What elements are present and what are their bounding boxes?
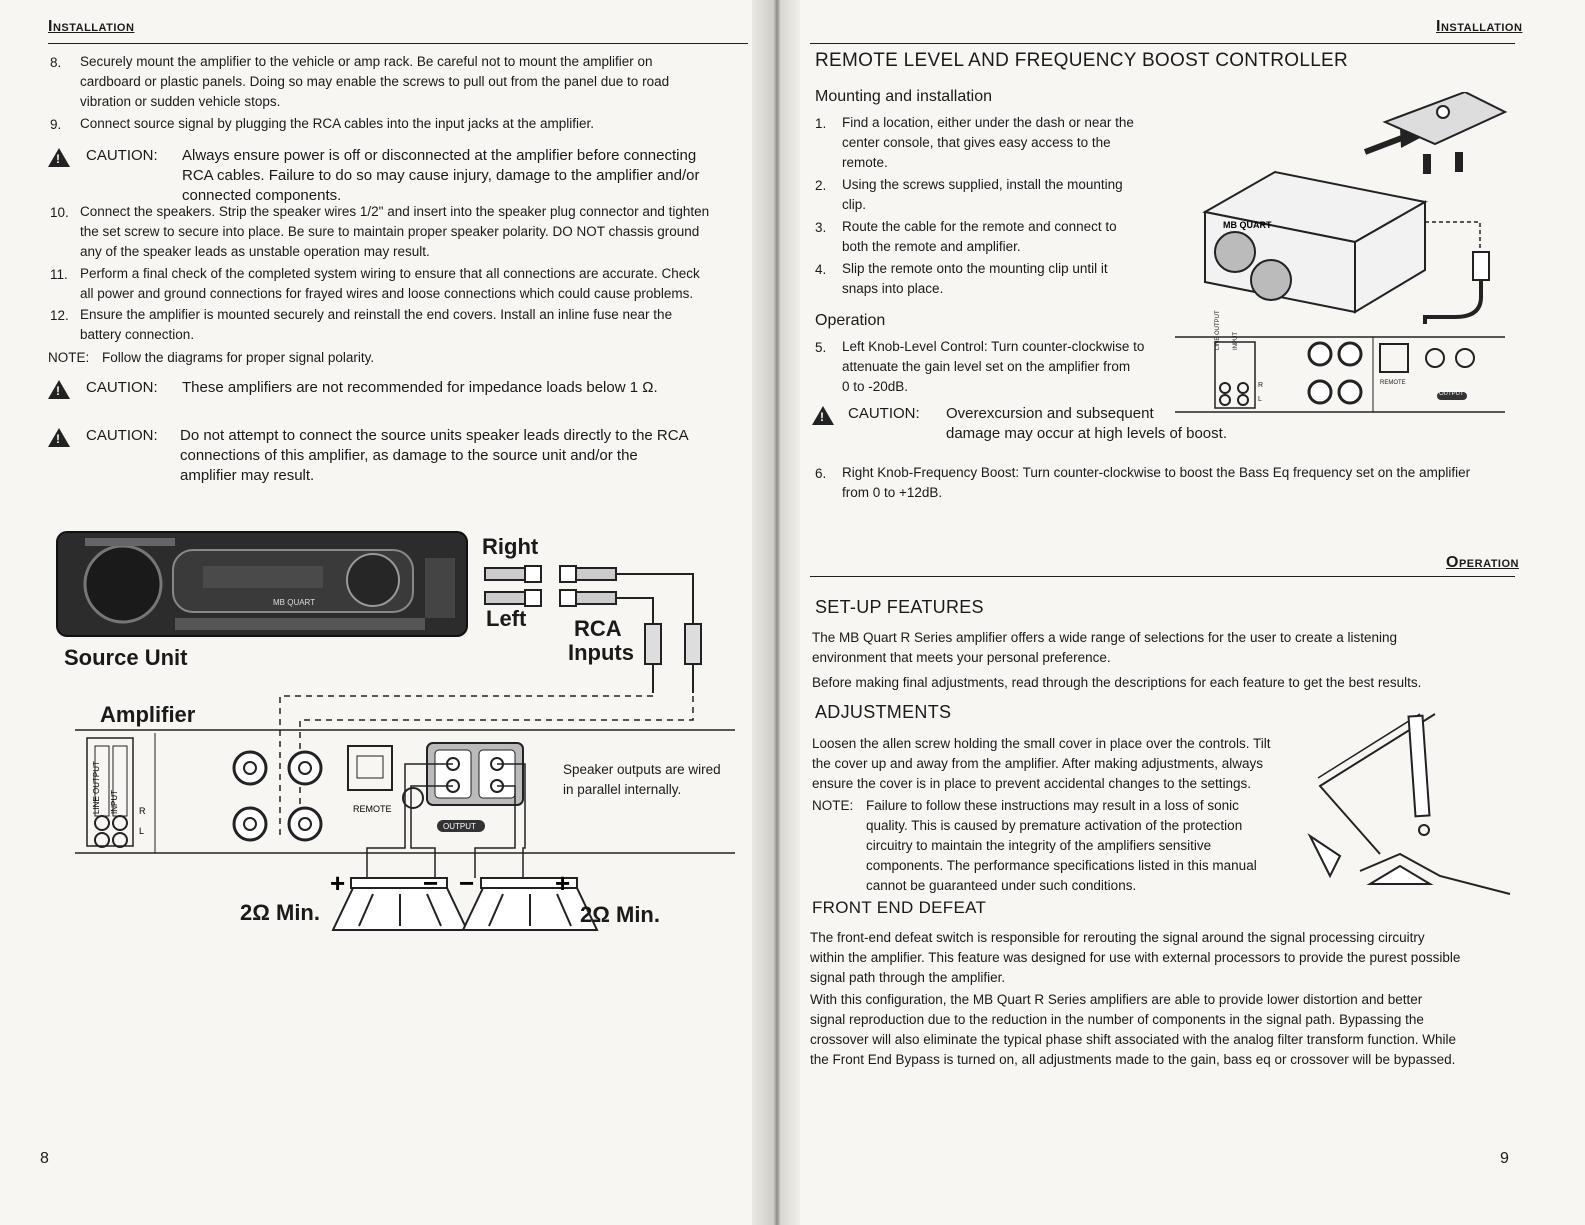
page-number-left: 8 <box>40 1150 49 1167</box>
caution-icon <box>48 380 70 399</box>
caution-icon <box>812 406 834 425</box>
speaker-right <box>463 878 597 930</box>
step-text: Left Knob-Level Control: Turn counter-clockwise to attenuate the gain level set on the amplifier from 0 to -20dB. <box>842 339 1145 394</box>
inputs-label: Inputs <box>568 640 634 665</box>
amplifier-label: Amplifier <box>100 702 196 727</box>
remote-diagram-output: OUTPUT <box>1439 391 1464 397</box>
amp-output-label: OUTPUT <box>443 822 476 831</box>
mounting-title: Mounting and installation <box>815 88 993 105</box>
left-speaker-plus: + <box>330 868 346 898</box>
wiring-diagram <box>55 528 755 948</box>
caution2-text: These amplifiers are not recommended for impedance loads below 1 Ω. <box>182 379 658 396</box>
step-text: Connect the speakers. Strip the speaker wires 1/2" and insert into the speaker plug connector and tighten the set screw to secure into place. Be sure to maintain proper speaker polarity. DO NOT chassis ground any of the speaker leads as unstable operation may result. <box>80 204 710 259</box>
remote-diagram-line-output: LINE OUTPUT <box>1215 310 1221 350</box>
left-header-rule <box>48 43 748 44</box>
step-text: Connect source signal by plugging the RCA cables into the input jacks at the amplifier. <box>80 116 595 131</box>
step-text: Securely mount the amplifier to the vehicle or amp rack. Be careful not to mount the amplifier on cardboard or plastic panels. Doing so may enable the screws to pull out from the panel due to road vibration or sudden vehicle stops. <box>80 54 670 109</box>
adjust-note-label: NOTE: <box>812 798 854 813</box>
remote-cable <box>1425 280 1481 324</box>
allen-key-icon <box>1409 716 1430 817</box>
rca-label: RCA <box>574 616 622 641</box>
speaker-note: Speaker outputs are wired in parallel internally. <box>563 762 721 797</box>
step-text: Ensure the amplifier is mounted securely and reinstall the end covers. Install an inline fuse near the battery connection. <box>80 307 673 342</box>
adjust-note-text: Failure to follow these instructions may result in a loss of sonic quality. This is caused by premature activation of the protection circuitry to maintain the integrity of the amplifiers sensitive components. The performance specifications listed in this manual cannot be guaranteed under such conditions. <box>866 798 1257 893</box>
source-brand: MB QUART <box>273 598 316 607</box>
remote-diagram-input: INPUT <box>1233 332 1239 350</box>
remote-caution-text: Overexcursion and subsequent damage may occur at high levels of boost. <box>946 405 1227 442</box>
step-text: Perform a final check of the completed system wiring to ensure that all connections are accurate. Check all power and ground connections for frayed wires and loose connections which could cause problems. <box>80 266 700 301</box>
adjustments-text: Loosen the allen screw holding the small cover in place over the controls. Tilt the cover up and away from the amplifier. After making adjustments, always ensure the cover is in place to prevent accidental changes to the settings. <box>812 736 1271 791</box>
fed-paragraph-1: The front-end defeat switch is responsible for rerouting the signal around the signal processing circuitry within the amplifier. This feature was designed for use with external processors to provide the purest possible signal path through the amplifier. <box>810 930 1461 985</box>
caution3-text: Do not attempt to connect the source units speaker leads directly to the RCA connections of this amplifier, as damage to the source unit and/or the amplifier may result. <box>180 427 689 484</box>
source-unit-illustration <box>57 532 467 636</box>
fed-paragraph-2: With this configuration, the MB Quart R Series amplifiers are able to provide lower distortion and better signal reproduction due to the reduction in the number of components in the signal path. Bypassing the crossover will also eliminate the typical phase shift associated with the analog filter transform function. While the Front End Bypass is turned on, all adjustments made to the gain, bass eq or crossover will be bypassed. <box>810 992 1457 1067</box>
step-text: Route the cable for the remote and connect to both the remote and amplifier. <box>842 219 1117 254</box>
amp-l-label: L <box>139 826 145 836</box>
before-text: Before making final adjustments, read through the descriptions for each feature to get the best results. <box>812 675 1422 690</box>
step-number: 3. <box>815 220 827 235</box>
amp-input-label: INPUT <box>110 790 119 814</box>
adjustments-title: ADJUSTMENTS <box>815 702 952 722</box>
right-speaker-minus: − <box>459 868 475 898</box>
caution1-text: Always ensure power is off or disconnected at the amplifier before connecting RCA cables. Failure to do so may cause injury, damage to the amplifier and/or connected components. <box>182 147 700 204</box>
setup-title: SET-UP FEATURES <box>815 597 984 617</box>
caution1-label: CAUTION: <box>86 147 158 164</box>
rca-left-label: Left <box>486 606 527 631</box>
amp-remote-label: REMOTE <box>353 804 392 814</box>
remote-caution-label: CAUTION: <box>848 405 920 422</box>
screw-icon <box>1423 154 1431 174</box>
source-unit-label: Source Unit <box>64 645 188 670</box>
remote-diagram-l: L <box>1258 396 1262 403</box>
step-number: 8. <box>50 55 62 70</box>
operation-header: Operation <box>1446 554 1519 571</box>
right-header-rule <box>810 43 1515 44</box>
step-text: Slip the remote onto the mounting clip until it snaps into place. <box>842 261 1108 296</box>
step-text: Find a location, either under the dash or near the center console, that gives easy access to the remote. <box>842 115 1134 170</box>
remote-diagram-r: R <box>1258 382 1264 389</box>
left-speaker-minus: − <box>423 868 439 898</box>
setup-text: The MB Quart R Series amplifier offers a wide range of selections for the user to create a listening environment that meets your personal preference. <box>812 630 1398 665</box>
note-text: Follow the diagrams for proper signal polarity. <box>102 350 375 365</box>
step-number: 2. <box>815 178 827 193</box>
remote-controller-diagram <box>1175 92 1515 422</box>
right-speaker-plus: + <box>555 868 571 898</box>
remote-title: REMOTE LEVEL AND FREQUENCY BOOST CONTROLLER <box>815 50 1349 71</box>
amp-line-output-label: LINE OUTPUT <box>92 761 101 814</box>
step-number: 1. <box>815 116 827 131</box>
step-number: 6. <box>815 466 827 481</box>
caution-icon <box>48 148 70 167</box>
min-left-label: 2Ω Min. <box>240 900 320 925</box>
caution-icon <box>48 428 70 447</box>
left-header: Installation <box>48 18 135 35</box>
step-text: Right Knob-Frequency Boost: Turn counter-clockwise to boost the Bass Eq frequency set on the amplifier from 0 to +12dB. <box>842 465 1471 500</box>
rca-right-label: Right <box>482 534 539 559</box>
screw-icon <box>1455 152 1463 172</box>
right-header: Installation <box>1436 18 1523 35</box>
allen-key-cover-diagram <box>1300 706 1520 906</box>
speaker-left <box>333 878 467 930</box>
note-label: NOTE: <box>48 350 90 365</box>
min-right-label: 2Ω Min. <box>580 902 660 927</box>
operation-title: Operation <box>815 312 886 329</box>
amp-r-label: R <box>139 806 146 816</box>
remote-box-illustration <box>1205 172 1425 312</box>
step-number: 4. <box>815 262 827 277</box>
caution2-label: CAUTION: <box>86 379 158 396</box>
page-number-right: 9 <box>1500 1150 1509 1167</box>
step-number: 5. <box>815 340 827 355</box>
fed-title: FRONT END DEFEAT <box>812 898 987 917</box>
step-number: 9. <box>50 117 62 132</box>
remote-brand: MB QUART <box>1223 220 1272 230</box>
step-number: 12. <box>50 308 69 323</box>
operation-rule <box>810 576 1515 577</box>
book-gutter <box>752 0 800 1225</box>
step-number: 10. <box>50 205 69 220</box>
step-text: Using the screws supplied, install the mounting clip. <box>842 177 1123 212</box>
step-number: 11. <box>50 267 68 282</box>
caution3-label: CAUTION: <box>86 427 158 444</box>
remote-diagram-remote: REMOTE <box>1380 380 1406 386</box>
